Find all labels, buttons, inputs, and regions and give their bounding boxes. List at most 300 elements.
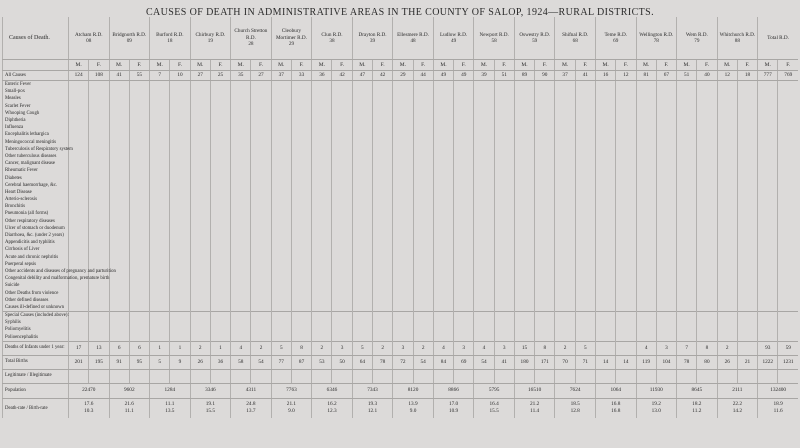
cause-label: Acute and chronic nephritis xyxy=(3,254,69,261)
special-value xyxy=(737,326,757,333)
cause-value xyxy=(190,268,210,275)
cause-value xyxy=(474,103,494,110)
cause-value xyxy=(291,261,311,268)
cause-value xyxy=(555,153,575,160)
cause-value xyxy=(595,289,615,296)
cause-value xyxy=(758,268,778,275)
cause-value xyxy=(150,117,170,124)
cause-row xyxy=(3,304,799,312)
infant-value xyxy=(616,341,636,355)
female-header: F. xyxy=(89,60,109,71)
cause-value xyxy=(758,225,778,232)
cause-value xyxy=(758,160,778,167)
cause-value xyxy=(332,174,352,181)
cause-value xyxy=(595,304,615,312)
cause-value xyxy=(251,246,271,253)
cause-value xyxy=(190,297,210,304)
cause-value xyxy=(251,160,271,167)
cause-value xyxy=(433,88,453,95)
cause-value xyxy=(758,297,778,304)
special-value xyxy=(271,319,291,326)
cause-value xyxy=(312,146,332,153)
cause-value xyxy=(454,88,474,95)
cause-row xyxy=(3,167,799,174)
cause-value xyxy=(555,239,575,246)
cause-value xyxy=(433,210,453,217)
cause-value xyxy=(697,261,717,268)
cause-value xyxy=(413,174,433,181)
cause-value xyxy=(291,282,311,289)
cause-value xyxy=(697,131,717,138)
cause-value xyxy=(271,232,291,239)
cause-value xyxy=(332,304,352,312)
infant-value: 3 xyxy=(393,341,413,355)
cause-value xyxy=(677,88,697,95)
cause-value xyxy=(595,103,615,110)
cause-value xyxy=(595,110,615,117)
special-value xyxy=(413,326,433,333)
cause-value xyxy=(150,167,170,174)
cause-value xyxy=(636,182,656,189)
cause-value xyxy=(312,110,332,117)
cause-label: Whooping Cough xyxy=(3,110,69,117)
cause-value xyxy=(575,304,595,312)
cause-value xyxy=(454,182,474,189)
cause-value xyxy=(636,218,656,225)
cause-value xyxy=(150,218,170,225)
cause-row xyxy=(3,88,799,95)
cause-value xyxy=(778,174,798,181)
births-value: 1231 xyxy=(778,355,798,369)
cause-value xyxy=(69,261,89,268)
total-value: 777 xyxy=(758,71,778,81)
cause-value xyxy=(190,117,210,124)
cause-label: Other defined diseases xyxy=(3,297,69,304)
cause-value xyxy=(677,182,697,189)
cause-value xyxy=(150,254,170,261)
cause-value xyxy=(312,124,332,131)
infant-value: 6 xyxy=(129,341,149,355)
special-value xyxy=(555,334,575,342)
district-code: 78 xyxy=(653,38,659,44)
cause-value xyxy=(555,88,575,95)
cause-value xyxy=(352,167,372,174)
birth-rate: 13.7 xyxy=(246,408,256,415)
total-value: 81 xyxy=(636,71,656,81)
legitimacy-value xyxy=(170,369,190,383)
births-value: 119 xyxy=(636,355,656,369)
district-name: Teme R.D. xyxy=(604,31,628,38)
cause-value xyxy=(494,268,514,275)
cause-value xyxy=(352,254,372,261)
cause-value xyxy=(170,160,190,167)
cause-value xyxy=(433,139,453,146)
cause-value xyxy=(514,254,534,261)
cause-value xyxy=(291,225,311,232)
cause-value xyxy=(514,103,534,110)
special-value xyxy=(231,334,251,342)
rates-cell xyxy=(231,398,272,418)
cause-value xyxy=(697,153,717,160)
cause-value xyxy=(150,174,170,181)
cause-value xyxy=(312,239,332,246)
cause-value xyxy=(352,225,372,232)
cause-value xyxy=(291,203,311,210)
cause-value xyxy=(737,124,757,131)
cause-value xyxy=(312,275,332,282)
cause-value xyxy=(129,246,149,253)
special-value xyxy=(190,334,210,342)
cause-value xyxy=(474,268,494,275)
cause-label: Suicide xyxy=(3,282,69,289)
blank-cell xyxy=(3,60,69,71)
cause-value xyxy=(231,110,251,117)
special-value xyxy=(433,312,453,320)
total-value: 42 xyxy=(332,71,352,81)
cause-value xyxy=(332,88,352,95)
cause-value xyxy=(514,139,534,146)
cause-value xyxy=(190,103,210,110)
cause-value xyxy=(393,246,413,253)
cause-row xyxy=(3,103,799,110)
special-value xyxy=(89,326,109,333)
cause-value xyxy=(393,153,413,160)
cause-value xyxy=(312,103,332,110)
district-header xyxy=(555,17,596,60)
district-header xyxy=(271,17,312,60)
cause-value xyxy=(454,268,474,275)
cause-value xyxy=(190,174,210,181)
cause-value xyxy=(89,232,109,239)
cause-value xyxy=(514,304,534,312)
special-value xyxy=(251,319,271,326)
cause-value xyxy=(697,110,717,117)
cause-value xyxy=(231,218,251,225)
cause-value xyxy=(697,268,717,275)
special-value xyxy=(251,334,271,342)
cause-value xyxy=(555,174,575,181)
district-header xyxy=(393,17,434,60)
total-value: 35 xyxy=(231,71,251,81)
total-value: 55 xyxy=(129,71,149,81)
cause-value xyxy=(433,146,453,153)
cause-value xyxy=(758,254,778,261)
cause-value xyxy=(69,182,89,189)
special-value xyxy=(616,334,636,342)
district-code: 09 xyxy=(126,38,132,44)
special-value xyxy=(433,319,453,326)
cause-value xyxy=(291,95,311,102)
cause-value xyxy=(575,182,595,189)
cause-value xyxy=(535,232,555,239)
cause-value xyxy=(595,268,615,275)
cause-value xyxy=(636,239,656,246)
legitimacy-value xyxy=(251,369,271,383)
cause-value xyxy=(514,174,534,181)
cause-value xyxy=(697,239,717,246)
legitimacy-value xyxy=(231,369,251,383)
cause-value xyxy=(251,275,271,282)
cause-value xyxy=(89,88,109,95)
cause-value xyxy=(312,81,332,89)
cause-value xyxy=(413,246,433,253)
male-header: M. xyxy=(352,60,372,71)
special-value xyxy=(312,312,332,320)
cause-value xyxy=(758,131,778,138)
cause-value xyxy=(210,124,230,131)
special-value xyxy=(474,319,494,326)
cause-value xyxy=(474,225,494,232)
special-value xyxy=(454,319,474,326)
cause-value xyxy=(231,103,251,110)
cause-value xyxy=(697,304,717,312)
cause-value xyxy=(89,131,109,138)
cause-value xyxy=(677,110,697,117)
cause-value xyxy=(555,304,575,312)
cause-value xyxy=(109,88,129,95)
cause-value xyxy=(758,289,778,296)
cause-value xyxy=(474,117,494,124)
cause-value xyxy=(291,131,311,138)
legitimacy-value xyxy=(494,369,514,383)
cause-value xyxy=(373,95,393,102)
cause-value xyxy=(109,304,129,312)
total-value: 89 xyxy=(514,71,534,81)
cause-value xyxy=(69,117,89,124)
cause-value xyxy=(210,246,230,253)
cause-value xyxy=(616,203,636,210)
cause-row xyxy=(3,160,799,167)
cause-value xyxy=(109,196,129,203)
cause-value xyxy=(656,182,676,189)
cause-value xyxy=(231,139,251,146)
cause-value xyxy=(656,232,676,239)
cause-value xyxy=(616,282,636,289)
cause-value xyxy=(231,189,251,196)
cause-value xyxy=(636,167,656,174)
total-value: 51 xyxy=(677,71,697,81)
cause-value xyxy=(454,131,474,138)
rates-cell xyxy=(312,398,353,418)
cause-value xyxy=(190,210,210,217)
births-value: 5 xyxy=(150,355,170,369)
cause-value xyxy=(373,117,393,124)
rates-cell xyxy=(271,398,312,418)
cause-value xyxy=(109,275,129,282)
cause-value xyxy=(373,131,393,138)
cause-row xyxy=(3,81,799,89)
cause-value xyxy=(677,117,697,124)
infant-value xyxy=(737,341,757,355)
cause-value xyxy=(89,203,109,210)
legitimacy-value xyxy=(190,369,210,383)
cause-value xyxy=(291,239,311,246)
cause-value xyxy=(210,131,230,138)
cause-value xyxy=(656,203,676,210)
cause-row xyxy=(3,95,799,102)
cause-label: Small-pox xyxy=(3,88,69,95)
cause-value xyxy=(697,146,717,153)
cause-value xyxy=(170,246,190,253)
rates-cell xyxy=(474,398,515,418)
cause-value xyxy=(150,203,170,210)
cause-value xyxy=(737,289,757,296)
cause-value xyxy=(514,246,534,253)
infant-value: 7 xyxy=(677,341,697,355)
cause-value xyxy=(393,139,413,146)
population-value: 132400 xyxy=(758,383,799,398)
cause-label: Ulcer of stomach or duodenum xyxy=(3,225,69,232)
cause-value xyxy=(514,167,534,174)
special-value xyxy=(494,312,514,320)
cause-value xyxy=(352,189,372,196)
cause-value xyxy=(251,139,271,146)
cause-value xyxy=(474,110,494,117)
cause-value xyxy=(454,254,474,261)
cause-value xyxy=(595,232,615,239)
cause-value xyxy=(433,225,453,232)
special-value xyxy=(636,312,656,320)
cause-value xyxy=(656,131,676,138)
cause-value xyxy=(555,160,575,167)
special-value xyxy=(514,334,534,342)
births-value: 64 xyxy=(352,355,372,369)
legitimacy-value xyxy=(656,369,676,383)
special-value xyxy=(697,319,717,326)
cause-label: Puerperal sepsis xyxy=(3,261,69,268)
cause-value xyxy=(231,289,251,296)
special-value xyxy=(677,334,697,342)
cause-value xyxy=(616,254,636,261)
cause-label: Influenza xyxy=(3,124,69,131)
special-value xyxy=(413,319,433,326)
cause-value xyxy=(555,289,575,296)
cause-value xyxy=(89,304,109,312)
rates-cell xyxy=(393,398,434,418)
cause-value xyxy=(677,174,697,181)
cause-value xyxy=(474,289,494,296)
cause-value xyxy=(474,167,494,174)
cause-value xyxy=(271,225,291,232)
cause-value xyxy=(636,117,656,124)
cause-value xyxy=(190,225,210,232)
cause-value xyxy=(89,189,109,196)
cause-value xyxy=(129,268,149,275)
cause-row xyxy=(3,254,799,261)
cause-label: Heart Disease xyxy=(3,189,69,196)
special-value xyxy=(778,334,798,342)
cause-value xyxy=(150,289,170,296)
cause-value xyxy=(231,282,251,289)
cause-value xyxy=(474,261,494,268)
rates-cell xyxy=(150,398,191,418)
cause-value xyxy=(535,139,555,146)
infant-value: 5 xyxy=(271,341,291,355)
cause-value xyxy=(210,189,230,196)
cause-value xyxy=(616,261,636,268)
cause-value xyxy=(373,268,393,275)
births-value: 171 xyxy=(535,355,555,369)
cause-value xyxy=(535,275,555,282)
births-value: 78 xyxy=(677,355,697,369)
cause-value xyxy=(413,146,433,153)
total-value: 12 xyxy=(717,71,737,81)
cause-value xyxy=(677,218,697,225)
cause-value xyxy=(312,268,332,275)
cause-value xyxy=(109,110,129,117)
cause-value xyxy=(636,131,656,138)
cause-value xyxy=(109,131,129,138)
cause-value xyxy=(413,131,433,138)
cause-value xyxy=(109,182,129,189)
special-value xyxy=(373,326,393,333)
cause-value xyxy=(494,218,514,225)
cause-value xyxy=(231,167,251,174)
cause-row xyxy=(3,182,799,189)
cause-value xyxy=(210,139,230,146)
cause-value xyxy=(494,110,514,117)
cause-value xyxy=(433,275,453,282)
cause-value xyxy=(656,110,676,117)
cause-value xyxy=(433,196,453,203)
cause-row xyxy=(3,131,799,138)
cause-value xyxy=(494,210,514,217)
cause-value xyxy=(535,153,555,160)
cause-value xyxy=(170,275,190,282)
legitimacy-value xyxy=(555,369,575,383)
cause-value xyxy=(190,289,210,296)
births-value: 54 xyxy=(413,355,433,369)
cause-value xyxy=(697,189,717,196)
death-rate: 21.2 xyxy=(530,401,540,408)
cause-value xyxy=(393,196,413,203)
cause-value xyxy=(737,203,757,210)
special-value xyxy=(575,334,595,342)
cause-value xyxy=(555,81,575,89)
cause-value xyxy=(535,160,555,167)
cause-value xyxy=(190,124,210,131)
cause-value xyxy=(271,182,291,189)
special-value xyxy=(291,312,311,320)
cause-value xyxy=(656,289,676,296)
cause-value xyxy=(109,289,129,296)
cause-value xyxy=(210,268,230,275)
cause-value xyxy=(332,232,352,239)
cause-value xyxy=(575,160,595,167)
cause-value xyxy=(373,182,393,189)
cause-value xyxy=(555,103,575,110)
cause-value xyxy=(697,182,717,189)
cause-value xyxy=(210,304,230,312)
cause-value xyxy=(595,81,615,89)
cause-value xyxy=(170,254,190,261)
cause-value xyxy=(737,261,757,268)
cause-value xyxy=(758,146,778,153)
cause-value xyxy=(758,95,778,102)
legitimacy-value xyxy=(454,369,474,383)
cause-value xyxy=(373,246,393,253)
cause-value xyxy=(332,110,352,117)
cause-value xyxy=(474,218,494,225)
cause-value xyxy=(474,196,494,203)
cause-value xyxy=(89,261,109,268)
cause-row xyxy=(3,117,799,124)
cause-value xyxy=(210,182,230,189)
cause-value xyxy=(514,81,534,89)
cause-value xyxy=(717,167,737,174)
cause-value xyxy=(69,196,89,203)
cause-value xyxy=(271,196,291,203)
